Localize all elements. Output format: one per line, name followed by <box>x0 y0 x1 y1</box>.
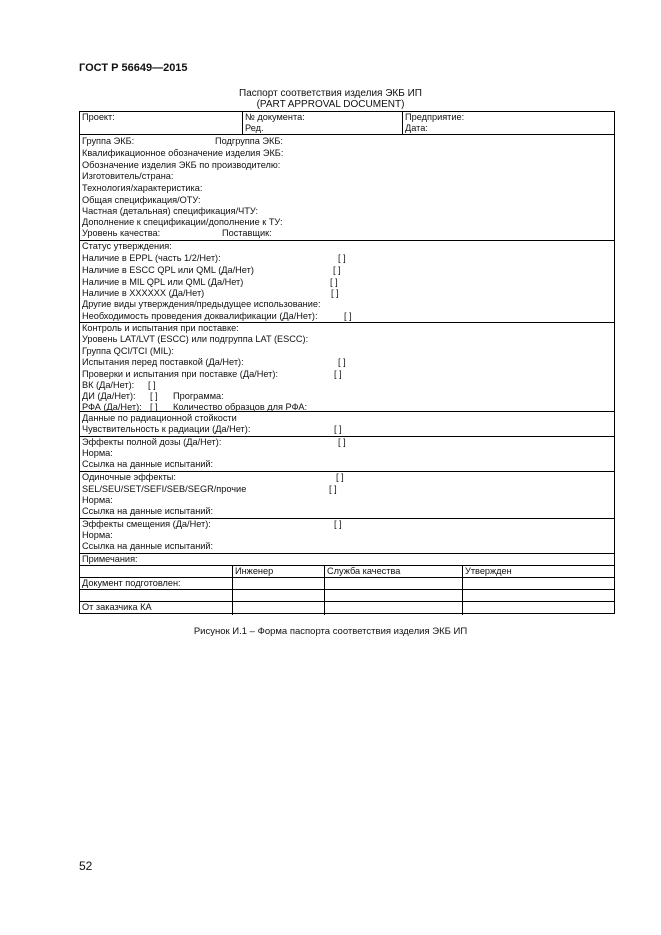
checkbox[interactable]: [ ] <box>333 265 341 275</box>
group-label: Группа ЭКБ: <box>82 136 135 146</box>
divider <box>324 565 325 615</box>
quality-header: Служба качества <box>327 566 401 576</box>
technology-label: Технология/характеристика: <box>82 183 203 193</box>
checkbox[interactable]: [ ] <box>330 277 338 287</box>
escc-label: Наличие в ESCC QPL или QML (Да/Нет) <box>82 265 254 275</box>
see-types-label: SEL/SEU/SET/SEFI/SEB/SEGR/прочие <box>82 484 247 494</box>
divider <box>402 112 403 134</box>
pre-delivery-label: Испытания перед поставкой (Да/Нет): <box>82 357 244 367</box>
dd-label: Эффекты смещения (Да/Нет): <box>82 519 211 529</box>
approval-title: Статус утверждения: <box>82 241 172 251</box>
norm-label: Норма: <box>82 495 113 505</box>
part-approval-form <box>79 111 615 614</box>
checkbox[interactable]: [ ] <box>338 253 346 263</box>
form-subtitle: (PART APPROVAL DOCUMENT) <box>256 99 405 110</box>
checkbox[interactable]: [ ] <box>329 484 337 494</box>
test-ref-label: Ссылка на данные испытаний: <box>82 541 214 551</box>
test-ref-label: Ссылка на данные испытаний: <box>82 459 214 469</box>
doc-number-label: № документа: <box>245 112 305 122</box>
sensitivity-label: Чувствительность к радиации (Да/Нет): <box>82 424 251 434</box>
delivery-title: Контроль и испытания при поставке: <box>82 323 239 333</box>
checkbox[interactable]: [ ] <box>338 357 346 367</box>
program-label: Программа: <box>173 391 224 401</box>
prepared-label: Документ подготовлен: <box>82 578 181 588</box>
engineer-header: Инженер <box>235 566 274 576</box>
document-header: ГОСТ Р 56649—2015 <box>79 62 188 74</box>
revision-label: Ред. <box>245 123 264 133</box>
vk-label: ВК (Да/Нет): <box>82 380 135 390</box>
divider <box>80 134 614 135</box>
enterprise-label: Предприятие: <box>405 112 465 122</box>
checks-label: Проверки и испытания при поставке (Да/Нет): <box>82 369 278 379</box>
checkbox[interactable]: [ ] <box>338 437 346 447</box>
detail-spec-label: Частная (детальная) спецификация/ЧТУ: <box>82 206 259 216</box>
supplier-label: Поставщик: <box>222 228 272 238</box>
manufacturer-designation-label: Обозначение изделия ЭКБ по производителю: <box>82 160 281 170</box>
page-number: 52 <box>79 859 93 873</box>
checkbox[interactable]: [ ] <box>331 288 339 298</box>
general-spec-label: Общая спецификация/ОТУ: <box>82 195 201 205</box>
xxxxxx-label: Наличие в XXXXXX (Да/Нет) <box>82 288 205 298</box>
quality-level-label: Уровень качества: <box>82 228 161 238</box>
divider <box>462 565 463 615</box>
samples-label: Количество образцов для РФА: <box>173 402 308 412</box>
manufacturer-country-label: Изготовитель/страна: <box>82 171 174 181</box>
form-title: Паспорт соответствия изделия ЭКБ ИП <box>239 88 422 99</box>
mil-label: Наличие в MIL QPL или QML (Да/Нет) <box>82 277 244 287</box>
divider <box>80 553 614 554</box>
date-label: Дата: <box>405 123 428 133</box>
other-approval-label: Другие виды утверждения/предыдущее использование: <box>82 299 321 309</box>
norm-label: Норма: <box>82 530 113 540</box>
notes-label: Примечания: <box>82 554 138 564</box>
approved-header: Утвержден <box>465 566 512 576</box>
norm-label: Норма: <box>82 448 113 458</box>
divider <box>242 112 243 134</box>
tid-label: Эффекты полной дозы (Да/Нет): <box>82 437 222 447</box>
qual-designation-label: Квалификационное обозначение изделия ЭКБ: <box>82 148 284 158</box>
subgroup-label: Подгруппа ЭКБ: <box>215 136 283 146</box>
checkbox[interactable]: [ ] <box>334 424 342 434</box>
requal-label: Необходимость проведения доквалификации (Да/Нет): <box>82 311 318 321</box>
figure-caption: Рисунок И.1 – Форма паспорта соответствия изделия ЭКБ ИП <box>193 626 468 637</box>
checkbox[interactable]: [ ] <box>344 311 352 321</box>
project-label: Проект: <box>82 112 115 122</box>
checkbox[interactable]: [ ] <box>150 402 158 412</box>
test-ref-label: Ссылка на данные испытаний: <box>82 506 214 516</box>
checkbox[interactable]: [ ] <box>336 472 344 482</box>
checkbox[interactable]: [ ] <box>334 369 342 379</box>
see-label: Одиночные эффекты: <box>82 472 176 482</box>
checkbox[interactable]: [ ] <box>150 391 158 401</box>
lat-label: Уровень LAT/LVT (ESCC) или подгруппа LAT (ESCC): <box>82 334 309 344</box>
radiation-title: Данные по радиационной стойкости <box>82 413 237 423</box>
checkbox[interactable]: [ ] <box>148 380 156 390</box>
qci-label: Группа QCI/TCI (MIL): <box>82 346 174 356</box>
customer-label: От заказчика КА <box>82 602 152 612</box>
addendum-label: Дополнение к спецификации/дополнение к ТУ: <box>82 217 283 227</box>
checkbox[interactable]: [ ] <box>334 519 342 529</box>
epl-label: Наличие в ЕРРL (часть 1/2/Нет): <box>82 253 221 263</box>
divider <box>232 565 233 615</box>
rfa-label: РФА (Да/Нет): <box>82 402 142 412</box>
di-label: ДИ (Да/Нет): <box>82 391 136 401</box>
divider <box>80 411 614 412</box>
divider <box>80 601 614 602</box>
